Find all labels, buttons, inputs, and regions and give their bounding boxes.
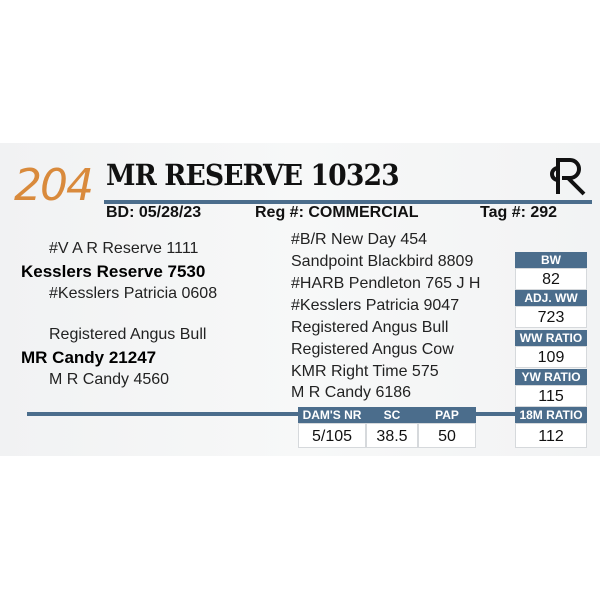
pedigree-dam-dam: M R Candy 4560	[49, 371, 170, 388]
pedigree-ancestor: #HARB Pendleton 765 J H	[291, 275, 481, 292]
stat-label-yw-ratio: YW RATIO	[515, 369, 587, 385]
stat-label-adj-ww: ADJ. WW	[515, 290, 587, 306]
stat-value-pap: 50	[418, 423, 476, 448]
animal-name: MR RESERVE 10323	[106, 158, 399, 192]
pedigree-sire-sire: #V A R Reserve 1111	[49, 240, 199, 257]
stat-value-yw-ratio: 115	[515, 385, 587, 407]
pedigree-ancestor: Registered Angus Bull	[291, 319, 449, 336]
tag-number: Tag #: 292	[480, 204, 558, 221]
stat-label-pap: PAP	[418, 407, 476, 423]
stat-value-18m-ratio: 112	[515, 423, 587, 448]
pedigree-ancestor: Sandpoint Blackbird 8809	[291, 253, 474, 270]
pedigree-ancestor: #B/R New Day 454	[291, 231, 428, 248]
pedigree-ancestor: Registered Angus Cow	[291, 341, 454, 358]
stat-value-dams-nr: 5/105	[298, 423, 366, 448]
pedigree-ancestor: KMR Right Time 575	[291, 363, 439, 380]
stat-value-bw: 82	[515, 268, 587, 290]
stat-label-sc: SC	[366, 407, 418, 423]
stat-label-bw: BW	[515, 252, 587, 268]
birth-date: BD: 05/28/23	[106, 204, 202, 221]
stat-value-ww-ratio: 109	[515, 346, 587, 368]
r-logo-icon	[544, 154, 588, 198]
pedigree-ancestor: #Kesslers Patricia 9047	[291, 297, 460, 314]
pedigree-ancestor: M R Candy 6186	[291, 384, 412, 401]
lot-number: 204	[14, 160, 92, 211]
stat-label-dams-nr: DAM'S NR	[298, 407, 366, 423]
pedigree-sire-dam: #Kesslers Patricia 0608	[49, 285, 218, 302]
stat-value-sc: 38.5	[366, 423, 418, 448]
pedigree-dam: MR Candy 21247	[21, 348, 157, 367]
stat-value-adj-ww: 723	[515, 306, 587, 328]
pedigree-sire: Kesslers Reserve 7530	[21, 262, 206, 281]
registration-number: Reg #: COMMERCIAL	[255, 204, 419, 221]
pedigree-dam-sire: Registered Angus Bull	[49, 326, 207, 343]
stat-label-18m-ratio: 18M RATIO	[515, 407, 587, 423]
stat-label-ww-ratio: WW RATIO	[515, 330, 587, 346]
